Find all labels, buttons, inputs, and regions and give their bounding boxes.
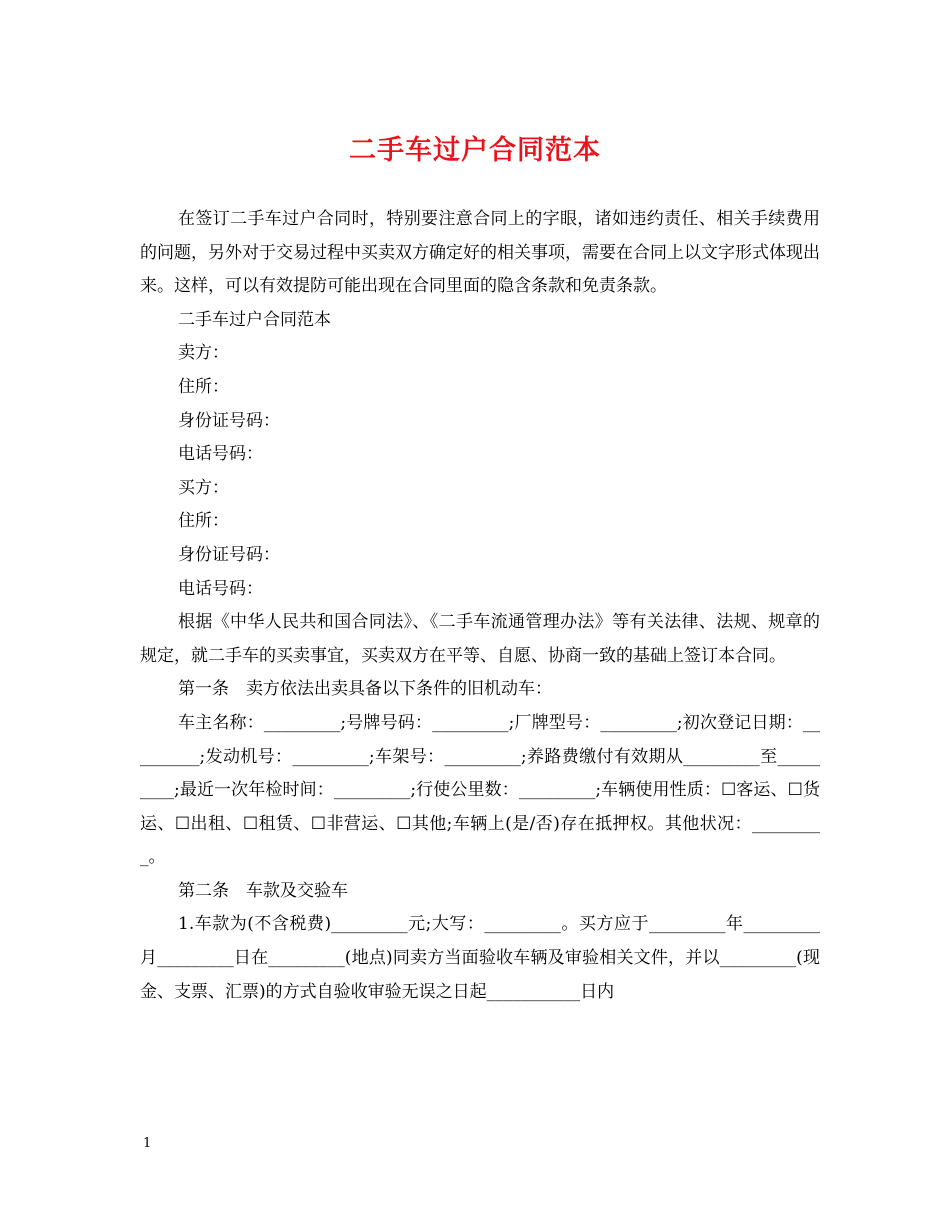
contract-subtitle: 二手车过户合同范本 xyxy=(178,309,331,330)
buyer-label: 买方： xyxy=(178,477,229,498)
seller-label: 卖方： xyxy=(178,343,229,364)
seller-address-label: 住所： xyxy=(178,376,229,397)
article-2-body: 1.车款为(不含税费)_________元;大写：_________。买方应于_________年_________月_________日在_________(地点)同卖方当面验收车辆及审验相关文件，并以_________(现金、支票、汇票)的方式自验收审验无误之日起___________日内 xyxy=(140,914,820,1002)
document-body xyxy=(140,203,820,1009)
article-1-title: 第一条 卖方依法出卖具备以下条件的旧机动车： xyxy=(178,679,552,700)
document-title: 二手车过户合同范本 xyxy=(349,135,601,166)
article-1-body: 车主名称：_________;号牌号码：_________;厂牌型号：_________;初次登记日期：_________;发动机号：_________;车架号：_________;养路费缴付有效期从_________至_________;最近一次年检时间：_________;行使公里数：_________;车辆使用性质：☐客运、☐货运、☐出租、☐租赁、☐非营运、☐其他;车辆上(是/否)存在抵押权。其他状况：_________。 xyxy=(140,712,820,868)
seller-phone-label: 电话号码： xyxy=(178,444,263,465)
page-number: 1 xyxy=(143,1136,152,1151)
article-2-title: 第二条 车款及交验车 xyxy=(178,880,348,901)
legal-basis-paragraph: 根据《中华人民共和国合同法》、《二手车流通管理办法》等有关法律、法规、规章的规定，就二手车的买卖事宜，买卖双方在平等、自愿、协商一致的基础上签订本合同。 xyxy=(140,612,820,666)
seller-id-label: 身份证号码： xyxy=(178,410,280,431)
intro-paragraph: 在签订二手车过户合同时，特别要注意合同上的字眼，诸如违约责任、相关手续费用的问题，另外对于交易过程中买卖双方确定好的相关事项，需要在合同上以文字形式体现出来。这样，可以有效提防可能出现在合同里面的隐含条款和免责条款。 xyxy=(140,209,820,297)
buyer-id-label: 身份证号码： xyxy=(178,544,280,565)
buyer-phone-label: 电话号码： xyxy=(178,578,263,599)
buyer-address-label: 住所： xyxy=(178,511,229,532)
